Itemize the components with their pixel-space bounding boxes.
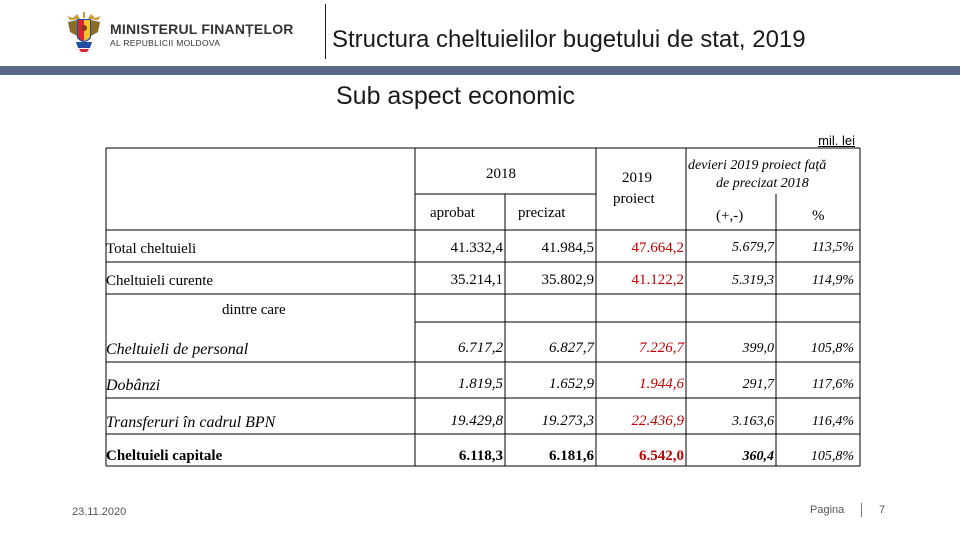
cell-dobanzi-pct: 117,6% xyxy=(811,377,854,392)
row-label-personal: Cheltuieli de personal xyxy=(106,341,249,358)
row-label-transferuri: Transferuri în cadrul BPN xyxy=(106,414,276,431)
cell-personal-proiect: 7.226,7 xyxy=(639,340,684,356)
footer-date: 23.11.2020 xyxy=(72,506,127,518)
header-devieri-line1: devieri 2019 proiect față xyxy=(688,158,827,173)
cell-personal-diff: 399,0 xyxy=(742,341,774,356)
cell-capitale-precizat: 6.181,6 xyxy=(549,448,594,464)
cell-transferuri-aprobat: 19.429,8 xyxy=(450,413,503,429)
header-pct: % xyxy=(812,208,825,224)
header-2019-proiect: proiect xyxy=(613,191,655,207)
cell-total-precizat: 41.984,5 xyxy=(541,240,594,256)
cell-curente-pct: 114,9% xyxy=(811,273,854,288)
cell-capitale-diff: 360,4 xyxy=(742,449,774,464)
cell-total-diff: 5.679,7 xyxy=(732,240,774,255)
footer-page-label: Pagina xyxy=(810,504,845,516)
row-label-curente: Cheltuieli curente xyxy=(106,273,214,289)
header-2019-year: 2019 xyxy=(622,170,652,186)
cell-curente-aprobat: 35.214,1 xyxy=(450,272,503,288)
ministry-logo xyxy=(64,10,294,54)
header-precizat: precizat xyxy=(518,205,566,221)
cell-transferuri-proiect: 22.436,9 xyxy=(631,413,684,429)
cell-total-aprobat: 41.332,4 xyxy=(450,240,503,256)
cell-dobanzi-proiect: 1.944,6 xyxy=(639,376,684,392)
coat-of-arms-icon xyxy=(64,10,104,54)
cell-transferuri-precizat: 19.273,3 xyxy=(541,413,594,429)
row-label-total: Total cheltuieli xyxy=(106,241,197,257)
cell-personal-pct: 105,8% xyxy=(810,341,854,356)
cell-transferuri-pct: 116,4% xyxy=(811,414,854,429)
header-2018: 2018 xyxy=(486,166,516,182)
footer-page-number: 7 xyxy=(879,504,886,516)
cell-capitale-pct: 105,8% xyxy=(810,449,854,464)
section-subtitle: Sub aspect economic xyxy=(336,82,576,110)
header-aprobat: aprobat xyxy=(430,205,475,221)
header-divider xyxy=(325,4,326,59)
cell-curente-precizat: 35.802,9 xyxy=(541,272,594,288)
cell-curente-diff: 5.319,3 xyxy=(732,273,774,288)
footer-divider xyxy=(861,503,862,517)
logo-text-line1: MINISTERUL FINANȚELOR xyxy=(110,21,294,37)
row-label-capitale: Cheltuieli capitale xyxy=(106,448,223,464)
cell-dobanzi-aprobat: 1.819,5 xyxy=(458,376,503,392)
cell-capitale-proiect: 6.542,0 xyxy=(639,448,684,464)
header-devieri-line2: de precizat 2018 xyxy=(716,176,809,191)
cell-personal-precizat: 6.827,7 xyxy=(549,340,594,356)
cell-dobanzi-precizat: 1.652,9 xyxy=(549,376,594,392)
header-diff: (+,-) xyxy=(716,208,744,224)
header-bar xyxy=(0,66,960,75)
logo-text-line2: AL REPUBLICII MOLDOVA xyxy=(110,38,221,48)
cell-personal-aprobat: 6.717,2 xyxy=(458,340,503,356)
cell-curente-proiect: 41.122,2 xyxy=(631,272,684,288)
unit-label: mil. lei xyxy=(818,133,855,148)
cell-dobanzi-diff: 291,7 xyxy=(742,377,774,392)
cell-total-proiect: 47.664,2 xyxy=(631,240,684,256)
cell-capitale-aprobat: 6.118,3 xyxy=(458,448,503,464)
page-title: Structura cheltuielilor bugetului de stat, 2019 xyxy=(332,26,806,53)
row-label-dintre-care: dintre care xyxy=(222,302,286,318)
row-label-dobanzi: Dobânzi xyxy=(106,377,161,394)
cell-transferuri-diff: 3.163,6 xyxy=(732,414,774,429)
cell-total-pct: 113,5% xyxy=(811,240,854,255)
